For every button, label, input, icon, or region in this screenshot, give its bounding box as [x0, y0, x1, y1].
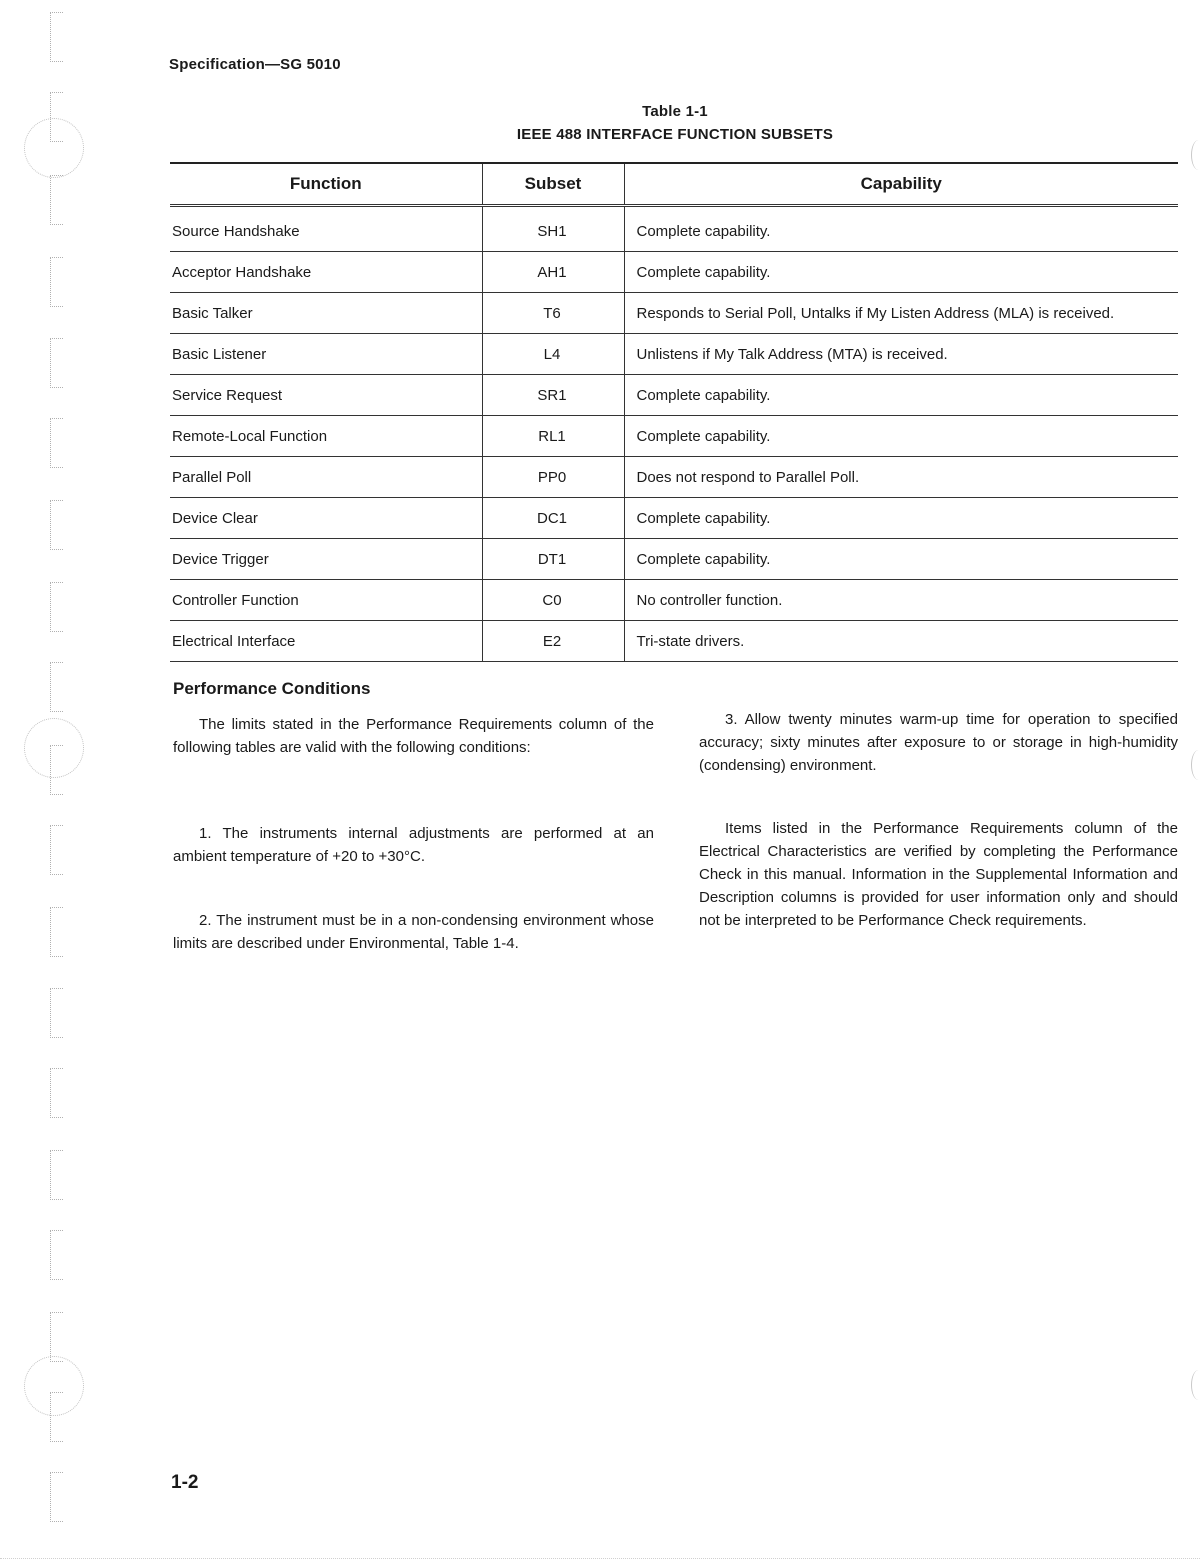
binder-mark — [50, 907, 63, 957]
cell-function: Device Trigger — [170, 539, 482, 580]
table-row — [170, 334, 1178, 375]
cell-function: Basic Talker — [170, 293, 482, 334]
condition-2-paragraph: 2. The instrument must be in a non-condensing environment whose limits are described under Environmental, Table 1-4. — [173, 912, 654, 952]
cell-subset: PP0 — [482, 457, 624, 498]
cell-subset: SH1 — [482, 206, 624, 252]
punch-hole — [24, 118, 84, 178]
cell-capability: Unlistens if My Talk Address (MTA) is received. — [624, 334, 1178, 375]
table-number: Table 1-1 — [642, 103, 708, 120]
cell-capability: Does not respond to Parallel Poll. — [624, 457, 1178, 498]
cell-capability: Complete capability. — [624, 375, 1178, 416]
condition-3-paragraph: 3. Allow twenty minutes warm-up time for operation to specified accuracy; sixty minutes after exposure to or storage in high-humidity (condensing) environment. — [699, 711, 1178, 774]
binder-mark — [50, 1230, 63, 1280]
cell-subset: E2 — [482, 621, 624, 662]
cell-function: Acceptor Handshake — [170, 252, 482, 293]
edge-mark — [1191, 140, 1200, 170]
edge-mark — [1191, 1370, 1200, 1400]
interface-function-table — [170, 162, 1178, 662]
cell-subset: SR1 — [482, 375, 624, 416]
items-note-paragraph: Items listed in the Performance Requirements column of the Electrical Characteristics are verified by completing the Performance Check in this manual. Information in the Supplemental Information and Description columns is provided for user information only and should not be interpreted to be Performance Check requirements. — [699, 820, 1178, 929]
table-row — [170, 252, 1178, 293]
cell-subset: C0 — [482, 580, 624, 621]
cell-capability: Complete capability. — [624, 252, 1178, 293]
table-row — [170, 375, 1178, 416]
edge-mark — [1191, 750, 1200, 780]
column-header-subset: Subset — [482, 163, 624, 206]
page-bottom-edge — [0, 1558, 1200, 1559]
binder-mark — [50, 582, 63, 632]
binder-mark — [50, 12, 63, 62]
binder-mark — [50, 1472, 63, 1522]
table-row — [170, 621, 1178, 662]
binder-mark — [50, 825, 63, 875]
binder-mark — [50, 257, 63, 307]
cell-function: Controller Function — [170, 580, 482, 621]
binder-mark — [50, 175, 63, 225]
binder-mark — [50, 745, 63, 795]
binder-mark — [50, 1312, 63, 1362]
page-header: Specification—SG 5010 — [169, 56, 341, 73]
table-row — [170, 293, 1178, 334]
cell-capability: Complete capability. — [624, 416, 1178, 457]
binder-mark — [50, 418, 63, 468]
binder-mark — [50, 1150, 63, 1200]
binder-mark — [50, 662, 63, 712]
cell-capability: No controller function. — [624, 580, 1178, 621]
cell-subset: RL1 — [482, 416, 624, 457]
cell-function: Service Request — [170, 375, 482, 416]
cell-subset: T6 — [482, 293, 624, 334]
cell-function: Parallel Poll — [170, 457, 482, 498]
table-row — [170, 416, 1178, 457]
binder-mark — [50, 1068, 63, 1118]
page-number: 1-2 — [171, 1472, 199, 1493]
table-row — [170, 539, 1178, 580]
binder-mark — [50, 338, 63, 388]
cell-capability: Complete capability. — [624, 539, 1178, 580]
cell-capability: Complete capability. — [624, 206, 1178, 252]
cell-function: Source Handshake — [170, 206, 482, 252]
cell-subset: L4 — [482, 334, 624, 375]
table-row — [170, 580, 1178, 621]
column-header-function: Function — [170, 163, 482, 206]
table-title: IEEE 488 INTERFACE FUNCTION SUBSETS — [516, 126, 834, 143]
binder-mark — [50, 500, 63, 550]
cell-subset: DT1 — [482, 539, 624, 580]
cell-function: Electrical Interface — [170, 621, 482, 662]
cell-function: Basic Listener — [170, 334, 482, 375]
condition-1-paragraph: 1. The instruments internal adjustments are performed at an ambient temperature of +20 to +30°C. — [173, 825, 654, 865]
binder-margin — [44, 0, 74, 1568]
cell-function: Device Clear — [170, 498, 482, 539]
section-heading-performance-conditions: Performance Conditions — [173, 679, 371, 698]
table-row — [170, 498, 1178, 539]
column-header-capability: Capability — [624, 163, 1178, 206]
binder-mark — [50, 988, 63, 1038]
cell-function: Remote-Local Function — [170, 416, 482, 457]
table-row — [170, 457, 1178, 498]
cell-capability: Complete capability. — [624, 498, 1178, 539]
binder-mark — [50, 1392, 63, 1442]
cell-capability: Tri-state drivers. — [624, 621, 1178, 662]
cell-subset: DC1 — [482, 498, 624, 539]
cell-capability: Responds to Serial Poll, Untalks if My Listen Address (MLA) is received. — [624, 293, 1178, 334]
cell-subset: AH1 — [482, 252, 624, 293]
table-row — [170, 206, 1178, 252]
performance-intro-paragraph: The limits stated in the Performance Requirements column of the following tables are valid with the following conditions: — [173, 716, 654, 756]
table-header-row — [170, 163, 1178, 206]
